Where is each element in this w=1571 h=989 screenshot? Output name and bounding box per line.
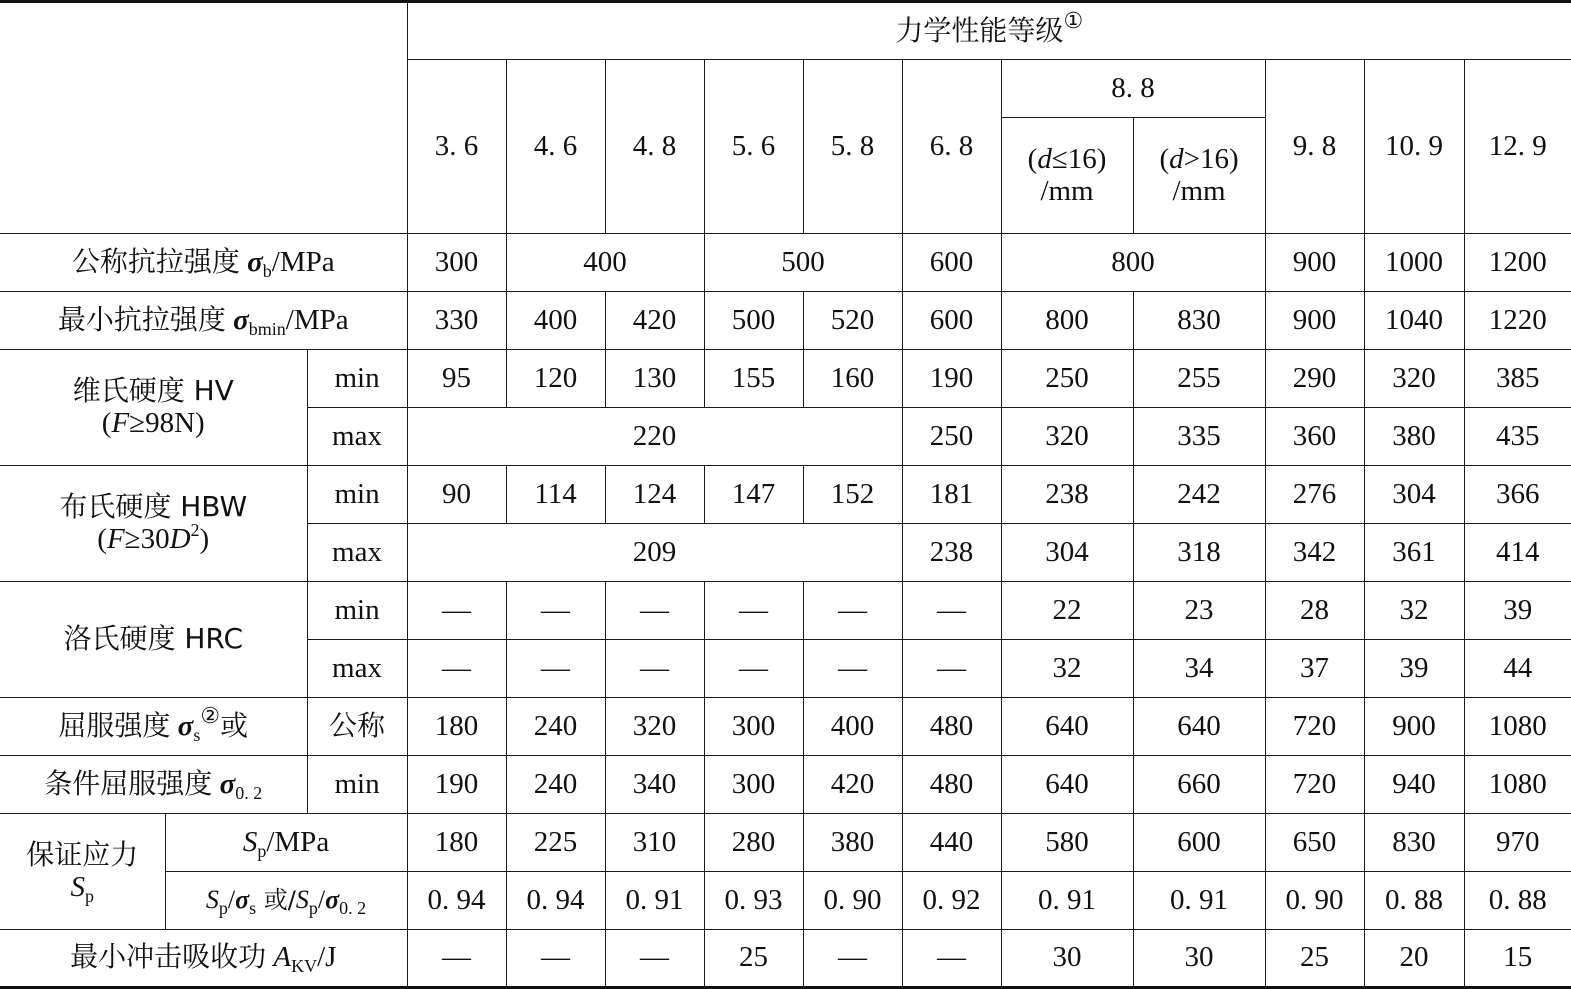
row-vickers-min <box>0 350 1571 408</box>
value-cell: 300 <box>704 756 803 814</box>
value-cell: 400 <box>803 698 902 756</box>
value-cell: 300 <box>407 234 506 292</box>
value-cell: 800 <box>1001 292 1133 350</box>
row-label-brinell: 布氏硬度 HBW $(F\ge 30D^2)$ <box>0 466 307 582</box>
value-cell: 130 <box>605 350 704 408</box>
value-cell: 360 <box>1265 408 1364 466</box>
value-cell: 114 <box>506 466 605 524</box>
value-cell: — <box>902 582 1001 640</box>
value-cell: 242 <box>1133 466 1265 524</box>
value-cell: 0. 93 <box>704 872 803 930</box>
value-cell: 44 <box>1464 640 1571 698</box>
value-cell: — <box>902 640 1001 698</box>
value-cell: 420 <box>605 292 704 350</box>
value-cell: 255 <box>1133 350 1265 408</box>
grade-header-5-6: 5. 6 <box>704 60 803 234</box>
value-cell: 0. 90 <box>803 872 902 930</box>
row-label-impact: 最小冲击吸收功 $A_{KV}/J$ <box>0 930 407 988</box>
value-cell: 361 <box>1364 524 1464 582</box>
row-label: 最小抗拉强度 $\sigma_{bmin}$/MPa <box>0 292 407 350</box>
value-cell: 330 <box>407 292 506 350</box>
value-cell: 220 <box>407 408 902 466</box>
value-cell: 180 <box>407 814 506 872</box>
value-cell: 180 <box>407 698 506 756</box>
value-cell: 414 <box>1464 524 1571 582</box>
proof-ratio-label: $S_p/\sigma_s$ 或$/S_p/\sigma_{0. 2}$ <box>165 872 407 930</box>
grade-header-10-9: 10. 9 <box>1364 60 1464 234</box>
row-label: 公称抗拉强度 $\sigma_b$/MPa <box>0 234 407 292</box>
value-cell: 190 <box>407 756 506 814</box>
value-cell: 340 <box>605 756 704 814</box>
value-cell: 0. 91 <box>1001 872 1133 930</box>
min-label: min <box>307 756 407 814</box>
value-cell: 320 <box>605 698 704 756</box>
value-cell: 0. 88 <box>1364 872 1464 930</box>
value-cell: 0. 94 <box>506 872 605 930</box>
value-cell: 25 <box>704 930 803 988</box>
value-cell: — <box>605 930 704 988</box>
value-cell: 280 <box>704 814 803 872</box>
row-yield-nominal <box>0 698 1571 756</box>
row-label-yield: 屈服强度 $\sigma_s^②$或 <box>0 698 307 756</box>
value-cell: — <box>407 640 506 698</box>
value-cell: 310 <box>605 814 704 872</box>
max-label: max <box>307 408 407 466</box>
value-cell: 380 <box>1364 408 1464 466</box>
value-cell: 124 <box>605 466 704 524</box>
grade-group-header <box>407 2 1571 60</box>
value-cell: 520 <box>803 292 902 350</box>
value-cell: 250 <box>1001 350 1133 408</box>
value-cell: 320 <box>1001 408 1133 466</box>
value-cell: 318 <box>1133 524 1265 582</box>
value-cell: 640 <box>1001 756 1133 814</box>
row-label-rockwell: 洛氏硬度 HRC <box>0 582 307 698</box>
value-cell: — <box>902 930 1001 988</box>
max-label: max <box>307 524 407 582</box>
value-cell: 900 <box>1265 292 1364 350</box>
row-brinell-min <box>0 466 1571 524</box>
value-cell: 600 <box>902 292 1001 350</box>
unit-mm: /mm <box>1172 174 1226 207</box>
row-min-tensile <box>0 292 1571 350</box>
value-cell: 276 <box>1265 466 1364 524</box>
value-cell: 190 <box>902 350 1001 408</box>
value-cell: 970 <box>1464 814 1571 872</box>
header-row-group <box>0 2 1571 60</box>
value-cell: 28 <box>1265 582 1364 640</box>
value-cell: 400 <box>506 292 605 350</box>
value-cell: 500 <box>704 292 803 350</box>
nominal-label: 公称 <box>307 698 407 756</box>
value-cell: — <box>704 582 803 640</box>
value-cell: 20 <box>1364 930 1464 988</box>
value-cell: 240 <box>506 756 605 814</box>
footnote-mark-2: ② <box>200 702 221 728</box>
max-label: max <box>307 640 407 698</box>
grade-header-6-8: 6. 8 <box>902 60 1001 234</box>
grade-group-title: 力学性能等级 <box>895 13 1064 47</box>
value-cell: 480 <box>902 756 1001 814</box>
value-cell: 22 <box>1001 582 1133 640</box>
value-cell: 720 <box>1265 698 1364 756</box>
value-cell: 380 <box>803 814 902 872</box>
value-cell: 830 <box>1133 292 1265 350</box>
footnote-mark-1: ① <box>1063 8 1084 34</box>
corner-cell <box>0 2 407 234</box>
grade-8-8-large-d-header: (d>16) /mm <box>1133 118 1265 234</box>
unit-mm: /mm <box>1040 174 1094 207</box>
grade-header-5-8: 5. 8 <box>803 60 902 234</box>
value-cell: 304 <box>1001 524 1133 582</box>
row-label-proof-yield: 条件屈服强度 $\sigma_{0. 2}$ <box>0 756 307 814</box>
value-cell: 25 <box>1265 930 1364 988</box>
value-cell: 600 <box>902 234 1001 292</box>
value-cell: 0. 91 <box>605 872 704 930</box>
value-cell: 440 <box>902 814 1001 872</box>
value-cell: 238 <box>902 524 1001 582</box>
value-cell: — <box>803 930 902 988</box>
diameter-symbol: d <box>1169 142 1184 175</box>
value-cell: 240 <box>506 698 605 756</box>
value-cell: 0. 92 <box>902 872 1001 930</box>
value-cell: 30 <box>1133 930 1265 988</box>
value-cell: — <box>506 582 605 640</box>
value-cell: — <box>605 582 704 640</box>
value-cell: 147 <box>704 466 803 524</box>
value-cell: 290 <box>1265 350 1364 408</box>
value-cell: — <box>407 930 506 988</box>
proof-mpa-label: $S_p$/MPa <box>165 814 407 872</box>
value-cell: 335 <box>1133 408 1265 466</box>
value-cell: — <box>506 640 605 698</box>
grade-header-3-6: 3. 6 <box>407 60 506 234</box>
value-cell: 900 <box>1265 234 1364 292</box>
value-cell: 320 <box>1364 350 1464 408</box>
value-cell: 640 <box>1133 698 1265 756</box>
value-cell: 37 <box>1265 640 1364 698</box>
value-cell: 1200 <box>1464 234 1571 292</box>
value-cell: — <box>803 582 902 640</box>
value-cell: 152 <box>803 466 902 524</box>
value-cell: 30 <box>1001 930 1133 988</box>
min-label: min <box>307 466 407 524</box>
value-cell: 1080 <box>1464 756 1571 814</box>
value-cell: 0. 91 <box>1133 872 1265 930</box>
value-cell: — <box>803 640 902 698</box>
value-cell: 0. 88 <box>1464 872 1571 930</box>
value-cell: 15 <box>1464 930 1571 988</box>
value-cell: 300 <box>704 698 803 756</box>
row-nominal-tensile <box>0 234 1571 292</box>
grade-header-8-8: 8. 8 <box>1001 60 1265 118</box>
value-cell: 600 <box>1133 814 1265 872</box>
value-cell: 95 <box>407 350 506 408</box>
value-cell: 640 <box>1001 698 1133 756</box>
value-cell: 342 <box>1265 524 1364 582</box>
value-cell: — <box>407 582 506 640</box>
value-cell: 32 <box>1364 582 1464 640</box>
value-cell: 435 <box>1464 408 1571 466</box>
value-cell: 720 <box>1265 756 1364 814</box>
min-label: min <box>307 582 407 640</box>
value-cell: — <box>605 640 704 698</box>
value-cell: 225 <box>506 814 605 872</box>
row-proof-ratio <box>0 872 1571 930</box>
value-cell: 32 <box>1001 640 1133 698</box>
diameter-symbol: d <box>1037 142 1052 175</box>
value-cell: 900 <box>1364 698 1464 756</box>
value-cell: 420 <box>803 756 902 814</box>
value-cell: 660 <box>1133 756 1265 814</box>
min-label: min <box>307 350 407 408</box>
grade-8-8-small-d-header: (d≤16) /mm <box>1001 118 1133 234</box>
value-cell: 34 <box>1133 640 1265 698</box>
value-cell: 155 <box>704 350 803 408</box>
value-cell: 181 <box>902 466 1001 524</box>
value-cell: 650 <box>1265 814 1364 872</box>
row-proof-mpa <box>0 814 1571 872</box>
grade-header-9-8: 9. 8 <box>1265 60 1364 234</box>
value-cell: 500 <box>704 234 902 292</box>
row-rockwell-min <box>0 582 1571 640</box>
row-label-vickers: 维氏硬度 HV (F≥98N) <box>0 350 307 466</box>
value-cell: 23 <box>1133 582 1265 640</box>
value-cell: 39 <box>1464 582 1571 640</box>
value-cell: 1000 <box>1364 234 1464 292</box>
value-cell: 400 <box>506 234 704 292</box>
value-cell: 940 <box>1364 756 1464 814</box>
value-cell: 385 <box>1464 350 1571 408</box>
value-cell: 830 <box>1364 814 1464 872</box>
value-cell: — <box>506 930 605 988</box>
value-cell: 1080 <box>1464 698 1571 756</box>
value-cell: 120 <box>506 350 605 408</box>
value-cell: 160 <box>803 350 902 408</box>
value-cell: 800 <box>1001 234 1265 292</box>
value-cell: 580 <box>1001 814 1133 872</box>
value-cell: 480 <box>902 698 1001 756</box>
row-label-proof: 保证应力 $S_p$ <box>0 814 165 930</box>
row-yield-min <box>0 756 1571 814</box>
grade-header-12-9: 12. 9 <box>1464 60 1571 234</box>
value-cell: 1040 <box>1364 292 1464 350</box>
value-cell: 238 <box>1001 466 1133 524</box>
grade-header-4-6: 4. 6 <box>506 60 605 234</box>
value-cell: 39 <box>1364 640 1464 698</box>
value-cell: 209 <box>407 524 902 582</box>
value-cell: 304 <box>1364 466 1464 524</box>
grade-header-4-8: 4. 8 <box>605 60 704 234</box>
value-cell: 0. 94 <box>407 872 506 930</box>
value-cell: 366 <box>1464 466 1571 524</box>
value-cell: 90 <box>407 466 506 524</box>
value-cell: — <box>704 640 803 698</box>
value-cell: 0. 90 <box>1265 872 1364 930</box>
value-cell: 250 <box>902 408 1001 466</box>
row-impact <box>0 930 1571 988</box>
value-cell: 1220 <box>1464 292 1571 350</box>
